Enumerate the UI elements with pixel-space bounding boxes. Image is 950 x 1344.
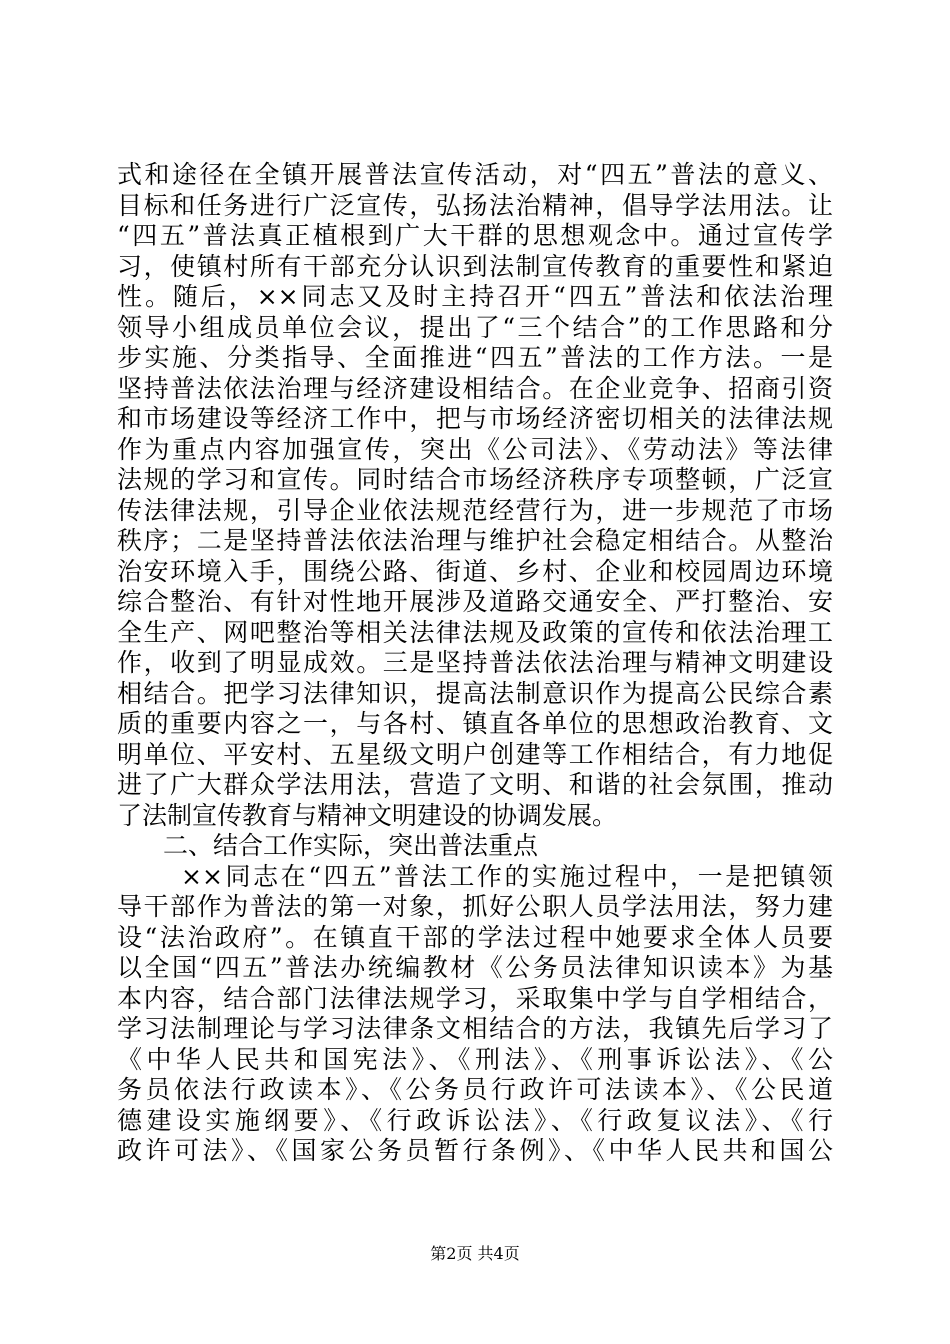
text-line: 坚持普法依法治理与经济建设相结合。在企业竞争、招商引资: [117, 373, 833, 403]
text-line: 秩序；二是坚持普法依法治理与维护社会稳定相结合。从整治: [117, 526, 833, 555]
page-number-label: 第2页 共4页: [430, 1244, 520, 1263]
text-line: 法规的学习和宣传。同时结合市场经济秩序专项整顿，广泛宣: [117, 465, 833, 494]
text-line: 治安环境入手，围绕公路、街道、乡村、企业和校园周边环境: [117, 556, 833, 586]
page-footer: [0, 1244, 950, 1264]
text-line: “四五”普法真正植根到广大干群的思想观念中。通过宣传学: [117, 221, 833, 250]
text-line: 传法律法规，引导企业依法规范经营行为，进一步规范了市场: [117, 495, 833, 525]
text-line: 学习法制理论与学习法律条文相结合的方法，我镇先后学习了: [117, 1014, 833, 1043]
text-line: 进了广大群众学法用法，营造了文明、和谐的社会氛围，推动: [117, 770, 833, 799]
text-line: 务员依法行政读本》、《公务员行政许可法读本》、《公民道: [117, 1075, 833, 1104]
text-line: 设“法治政府”。在镇直干部的学法过程中她要求全体人员要: [117, 922, 833, 952]
text-line: 德建设实施纲要》、《行政诉讼法》、《行政复议法》、《行: [117, 1105, 833, 1135]
text-line: 政许可法》、《国家公务员暂行条例》、《中华人民共和国公: [117, 1136, 833, 1165]
text-line: 性。随后，××同志又及时主持召开“四五”普法和依法治理: [117, 282, 833, 311]
text-line: 质的重要内容之一，与各村、镇直各单位的思想政治教育、文: [117, 709, 833, 738]
text-line: 作为重点内容加强宣传，突出《公司法》、《劳动法》等法律: [117, 434, 833, 464]
text-line: 习，使镇村所有干部充分认识到法制宣传教育的重要性和紧迫: [117, 251, 833, 281]
text-line: 《中华人民共和国宪法》、《刑法》、《刑事诉讼法》、《公: [117, 1044, 833, 1074]
text-line: 全生产、网吧整治等相关法律法规及政策的宣传和依法治理工: [117, 617, 833, 647]
text-line: 和市场建设等经济工作中，把与市场经济密切相关的法律法规: [117, 404, 833, 433]
text-line: 式和途径在全镇开展普法宣传活动，对“四五”普法的意义、: [117, 160, 833, 189]
text-line: 领导小组成员单位会议，提出了“三个结合”的工作思路和分: [117, 312, 833, 342]
text-line: 综合整治、有针对性地开展涉及道路交通安全、严打整治、安: [117, 587, 833, 616]
text-line: 步实施、分类指导、全面推进“四五”普法的工作方法。一是: [117, 343, 833, 372]
text-line: 导干部作为普法的第一对象，抓好公职人员学法用法，努力建: [117, 892, 833, 921]
text-line: ××同志在“四五”普法工作的实施过程中，一是把镇领: [181, 861, 833, 891]
body-text: [117, 160, 833, 1167]
text-line: 本内容，结合部门法律法规学习，采取集中学与自学相结合，: [117, 983, 833, 1013]
text-line: 目标和任务进行广泛宣传，弘扬法治精神，倡导学法用法。让: [117, 190, 833, 220]
section-heading: 二、结合工作实际，突出普法重点: [163, 831, 539, 860]
text-line: 明单位、平安村、五星级文明户创建等工作相结合，有力地促: [117, 739, 833, 769]
text-line: 作，收到了明显成效。三是坚持普法依法治理与精神文明建设: [117, 648, 833, 677]
text-line: 相结合。把学习法律知识，提高法制意识作为提高公民综合素: [117, 678, 833, 708]
text-line: 以全国“四五”普法办统编教材《公务员法律知识读本》为基: [117, 953, 833, 982]
text-line: 了法制宣传教育与精神文明建设的协调发展。: [117, 800, 618, 830]
